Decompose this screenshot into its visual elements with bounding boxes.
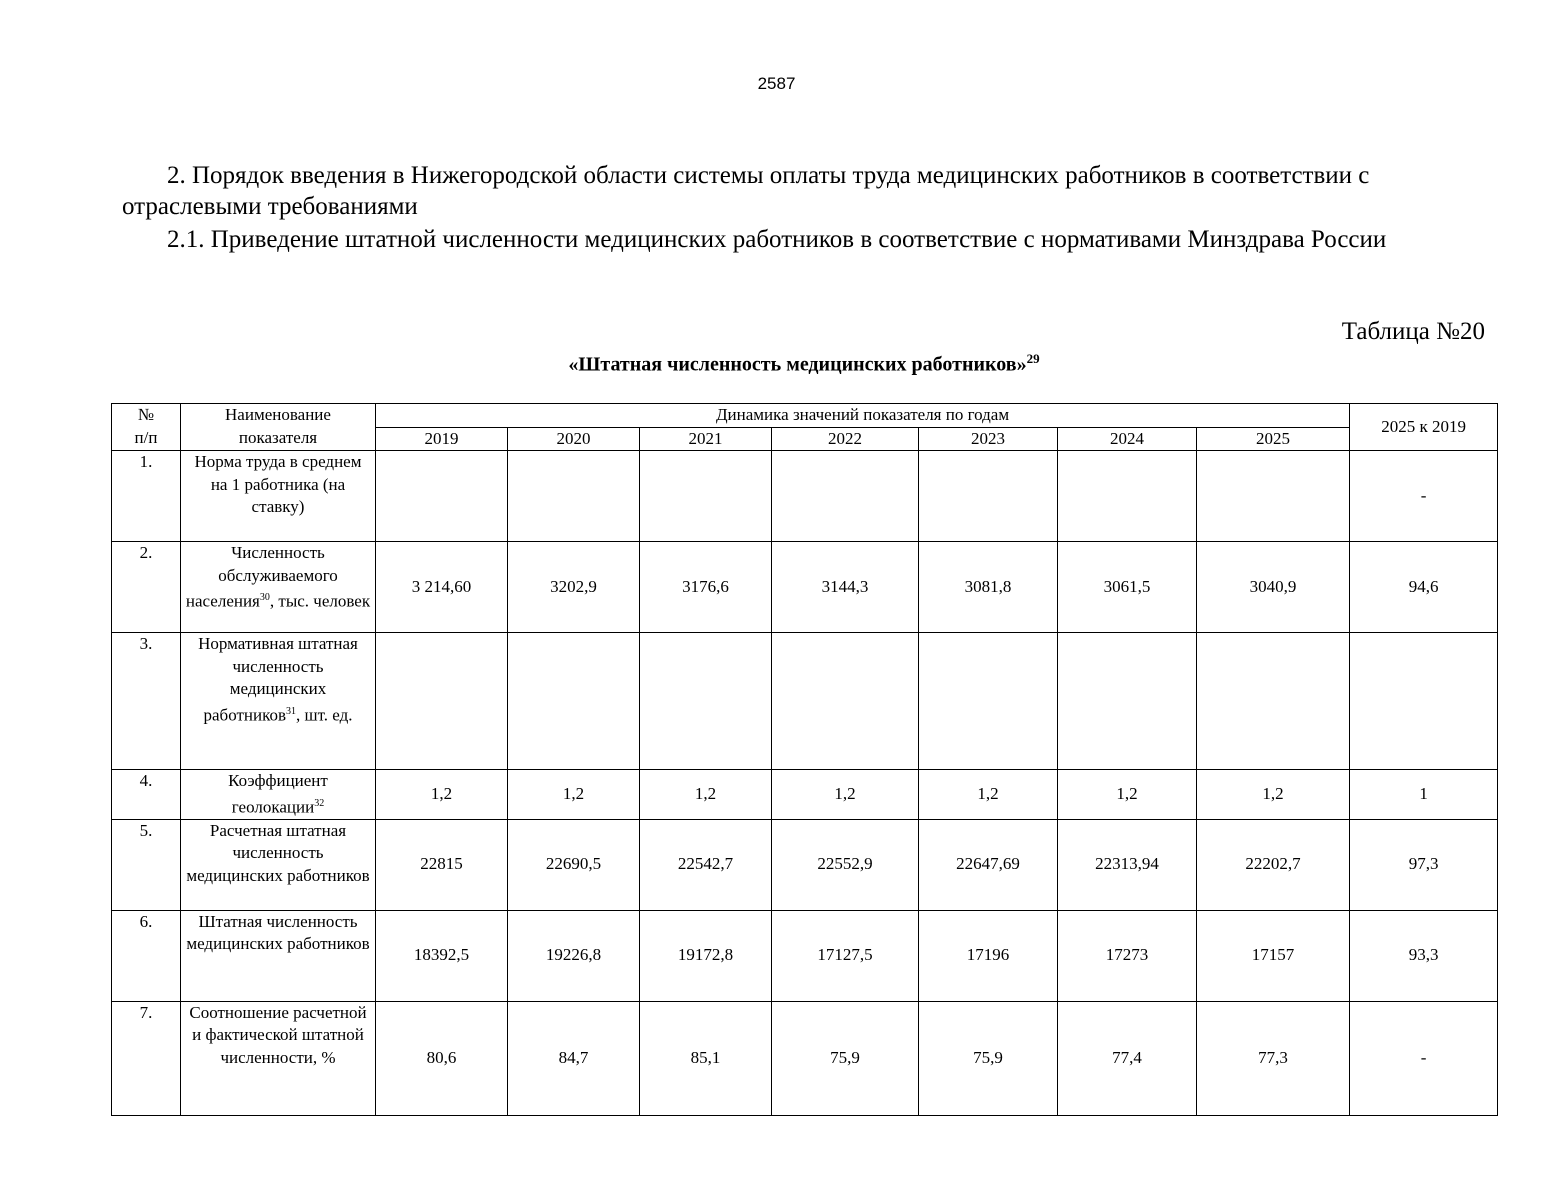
table-row xyxy=(112,819,1498,910)
row-indicator-name xyxy=(181,770,376,820)
value-cell: 3202,9 xyxy=(508,542,640,633)
value-cell: 1,2 xyxy=(640,770,772,820)
table-title-text: «Штатная численность медицинских работников» xyxy=(568,353,1027,376)
value-cell: 85,1 xyxy=(640,1001,772,1115)
row-number: 1. xyxy=(112,451,181,542)
row-number: 5. xyxy=(112,819,181,910)
value-cell: 22313,94 xyxy=(1058,819,1197,910)
value-cell: 1,2 xyxy=(508,770,640,820)
value-cell: 84,7 xyxy=(508,1001,640,1115)
year-cell: 2020 xyxy=(508,427,640,451)
value-cell: 22202,7 xyxy=(1197,819,1350,910)
header-dynamics: Динамика значений показателя по годам xyxy=(376,404,1350,428)
section-heading: 2. Порядок введения в Нижегородской области системы оплаты труда медицинских работников в соответствии с отраслевыми требованиями xyxy=(122,162,1370,220)
row-indicator-name xyxy=(181,910,376,1001)
row-indicator-name xyxy=(181,819,376,910)
year-cell: 2022 xyxy=(772,427,919,451)
value-cell: 17273 xyxy=(1058,910,1197,1001)
value-cell: 1,2 xyxy=(772,770,919,820)
value-cell: 77,4 xyxy=(1058,1001,1197,1115)
header-name: Наименование показателя xyxy=(181,404,376,451)
subsection-heading: 2.1. Приведение штатной численности медицинских работников в соответствие с нормативами Минздрава России xyxy=(167,226,1387,253)
indicator-name-text: Штатная численность медицинских работников xyxy=(186,911,370,954)
value-cell: 3061,5 xyxy=(1058,542,1197,633)
table-label: Таблица №20 xyxy=(1341,318,1485,345)
row-indicator-name xyxy=(181,633,376,770)
row-indicator-name xyxy=(181,542,376,633)
value-cell: 75,9 xyxy=(919,1001,1058,1115)
indicator-name-text: Расчетная штатная численность медицинских работников xyxy=(186,820,370,885)
value-cell xyxy=(919,451,1058,542)
value-cell: 80,6 xyxy=(376,1001,508,1115)
value-cell xyxy=(772,633,919,770)
value-cell xyxy=(919,633,1058,770)
year-cell: 2019 xyxy=(376,427,508,451)
value-cell: 3081,8 xyxy=(919,542,1058,633)
row-number: 2. xyxy=(112,542,181,633)
value-cell: 22552,9 xyxy=(772,819,919,910)
footnote-ref: 30 xyxy=(259,592,270,603)
year-cell: 2025 xyxy=(1197,427,1350,451)
table-title xyxy=(0,351,1553,377)
value-cell xyxy=(376,633,508,770)
header-num xyxy=(112,404,181,451)
footnote-ref: 32 xyxy=(314,797,325,809)
indicator-unit-text: , шт. ед. xyxy=(296,705,353,725)
value-cell: 19172,8 xyxy=(640,910,772,1001)
ratio-cell: 93,3 xyxy=(1350,910,1498,1001)
value-cell: 1,2 xyxy=(376,770,508,820)
value-cell xyxy=(1197,451,1350,542)
table-row xyxy=(112,770,1498,820)
value-cell xyxy=(1197,633,1350,770)
indicator-name-text: Соотношение расчетной и фактической штатной численности, % xyxy=(189,1002,367,1067)
value-cell xyxy=(640,451,772,542)
ratio-cell: 97,3 xyxy=(1350,819,1498,910)
ratio-cell xyxy=(1350,633,1498,770)
value-cell: 3040,9 xyxy=(1197,542,1350,633)
value-cell xyxy=(1058,633,1197,770)
value-cell xyxy=(508,451,640,542)
table-row xyxy=(112,542,1498,633)
table-row xyxy=(112,910,1498,1001)
row-indicator-name xyxy=(181,451,376,542)
indicator-unit-text: , тыс. человек xyxy=(269,591,371,611)
value-cell: 77,3 xyxy=(1197,1001,1350,1115)
indicator-name-text: Численность обслуживаемого населения xyxy=(185,543,338,611)
value-cell xyxy=(376,451,508,542)
value-cell: 3144,3 xyxy=(772,542,919,633)
ratio-cell: - xyxy=(1350,1001,1498,1115)
indicator-name-text: Норма труда в среднем на 1 работника (на ставку) xyxy=(194,452,362,516)
table-header-row xyxy=(112,404,1498,428)
staffing-table xyxy=(111,403,1498,1116)
row-number: 4. xyxy=(112,770,181,820)
header-num-line2: п/п xyxy=(134,427,158,447)
value-cell: 17196 xyxy=(919,910,1058,1001)
year-cell: 2021 xyxy=(640,427,772,451)
row-number: 6. xyxy=(112,910,181,1001)
value-cell: 22542,7 xyxy=(640,819,772,910)
ratio-cell: 1 xyxy=(1350,770,1498,820)
header-ratio: 2025 к 2019 xyxy=(1350,404,1498,451)
year-cell: 2023 xyxy=(919,427,1058,451)
table-row xyxy=(112,1001,1498,1115)
table-row xyxy=(112,633,1498,770)
value-cell xyxy=(640,633,772,770)
row-indicator-name xyxy=(181,1001,376,1115)
header-num-line1: № xyxy=(137,405,155,424)
year-cell: 2024 xyxy=(1058,427,1197,451)
value-cell: 75,9 xyxy=(772,1001,919,1115)
value-cell: 1,2 xyxy=(1197,770,1350,820)
row-number: 3. xyxy=(112,633,181,770)
value-cell: 22690,5 xyxy=(508,819,640,910)
value-cell: 1,2 xyxy=(1058,770,1197,820)
value-cell xyxy=(508,633,640,770)
value-cell xyxy=(772,451,919,542)
value-cell: 22815 xyxy=(376,819,508,910)
value-cell: 17157 xyxy=(1197,910,1350,1001)
table-title-footnote: 29 xyxy=(1026,351,1040,366)
value-cell: 22647,69 xyxy=(919,819,1058,910)
table-row xyxy=(112,451,1498,542)
indicator-name-text: Нормативная штатная численность медицинских работников xyxy=(198,634,358,725)
page-number: 2587 xyxy=(757,74,796,93)
indicator-name-text: Коэффициент геолокации xyxy=(228,771,328,817)
ratio-cell: - xyxy=(1350,451,1498,542)
value-cell: 3176,6 xyxy=(640,542,772,633)
value-cell: 19226,8 xyxy=(508,910,640,1001)
ratio-cell: 94,6 xyxy=(1350,542,1498,633)
value-cell: 1,2 xyxy=(919,770,1058,820)
value-cell: 17127,5 xyxy=(772,910,919,1001)
value-cell: 18392,5 xyxy=(376,910,508,1001)
row-number: 7. xyxy=(112,1001,181,1115)
value-cell xyxy=(1058,451,1197,542)
value-cell: 3 214,60 xyxy=(376,542,508,633)
footnote-ref: 31 xyxy=(286,705,297,717)
